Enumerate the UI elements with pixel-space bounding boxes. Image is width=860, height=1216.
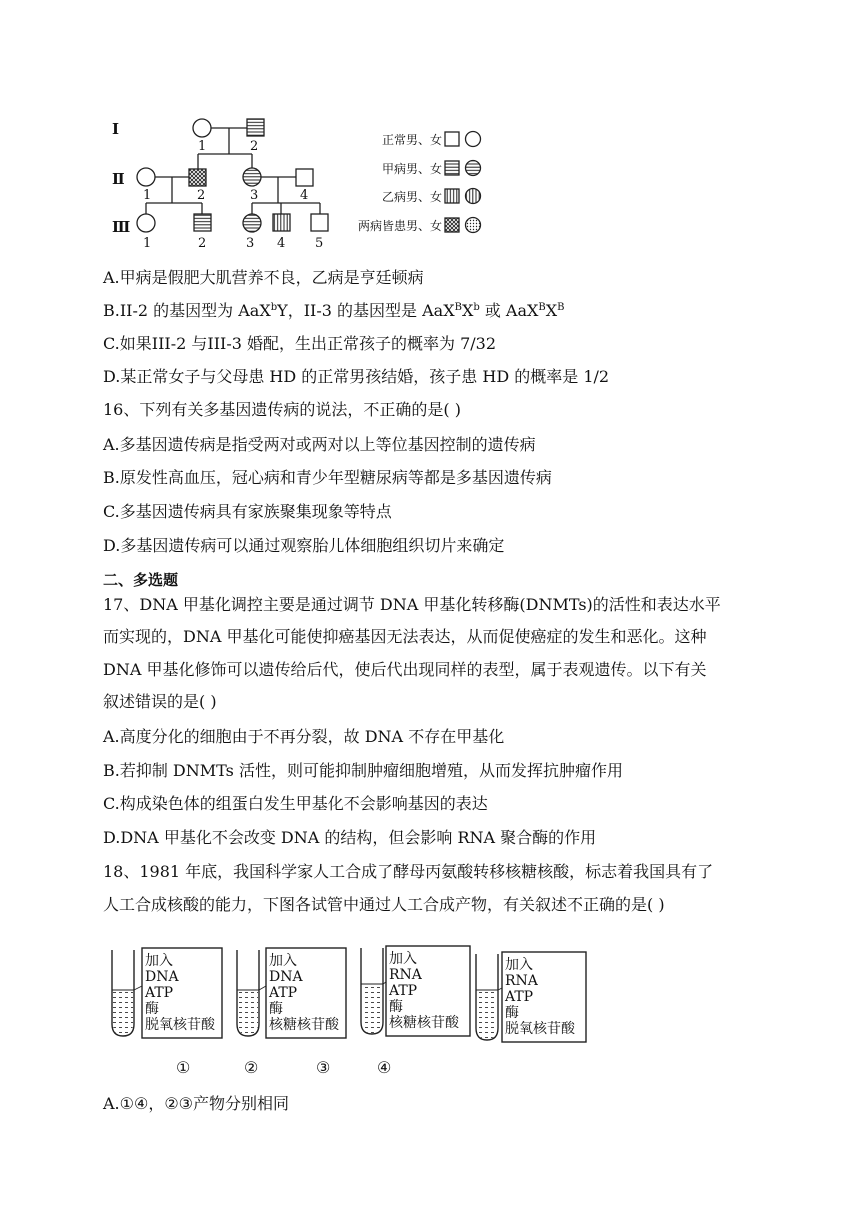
tube-2-line-3: ATP [269, 985, 298, 1001]
tube-3-line-2: RNA [389, 967, 422, 983]
tube-4-line-5: 脱氧核苷酸 [505, 1021, 575, 1037]
gen2-number-2: 2 [197, 188, 206, 203]
q17-option-a: A.高度分化的细胞由于不再分裂，故 DNA 不存在甲基化 [103, 727, 505, 746]
tube-label-3: ③ [316, 1058, 331, 1077]
gen3-number-2: 2 [198, 236, 207, 251]
gen2-female-normal [137, 168, 155, 186]
gen2-number-4: 4 [300, 188, 309, 203]
legend-disease-b-male-icon [445, 189, 459, 203]
tube-2-line-1: 加入 [269, 953, 297, 969]
tube-2-line-4: 酶 [269, 1001, 283, 1017]
tube-4-line-4: 酶 [505, 1005, 519, 1021]
generation-label-1: Ⅰ [112, 120, 120, 138]
q16-option-a: A.多基因遗传病是指受两对或两对以上等位基因控制的遗传病 [103, 435, 536, 454]
q18-stem-line-1: 18、1981 年底，我国科学家人工合成了酵母丙氨酸转移核糖核酸，标志着我国具有了 [103, 862, 714, 881]
legend-both-male-icon [445, 218, 459, 232]
gen3-number-1: 1 [143, 236, 152, 251]
q17-option-b: B.若抑制 DNMTs 活性，则可能抑制肿瘤细胞增殖，从而发挥抗肿瘤作用 [103, 761, 623, 780]
gen1-female-normal [193, 119, 211, 137]
q17-stem-line-2: 而实现的，DNA 甲基化可能使抑癌基因无法表达，从而促使癌症的发生和恶化。这种 [103, 627, 707, 646]
q15-option-a: A.甲病是假肥大肌营养不良，乙病是亨廷顿病 [103, 268, 424, 287]
legend-normal-female-icon [466, 132, 481, 147]
legend-disease-a-female-icon [466, 161, 481, 176]
legend-normal-male-icon [445, 132, 459, 146]
tube-1-line-1: 加入 [145, 953, 173, 969]
tube-1-line-5: 脱氧核苷酸 [145, 1017, 215, 1033]
gen3-female-disease-a [243, 214, 261, 232]
tube-1-line-3: ATP [145, 985, 174, 1001]
q16-option-b: B.原发性高血压，冠心病和青少年型糖尿病等都是多基因遗传病 [103, 468, 552, 487]
tube-3-line-1: 加入 [389, 951, 417, 967]
legend-normal-label: 正常男、女 [381, 133, 442, 147]
gen3-male-disease-b [273, 214, 290, 231]
generation-label-3: Ⅲ [112, 218, 131, 236]
generation-label-2: Ⅱ [112, 170, 125, 188]
tube-2-line-5: 核糖核苷酸 [269, 1017, 339, 1033]
tube-3-line-4: 酶 [389, 999, 403, 1015]
q17-stem-line-4: 叙述错误的是( ) [103, 692, 217, 711]
q17-stem-line-1: 17、DNA 甲基化调控主要是通过调节 DNA 甲基化转移酶(DNMTs)的活性和表达水平 [103, 595, 721, 614]
tube-4-line-1: 加入 [505, 957, 533, 973]
gen3-number-5: 5 [315, 236, 324, 251]
legend-disease-b-label: 乙病男、女 [381, 190, 442, 204]
pedigree-diagram [100, 108, 500, 258]
q18-stem-line-2: 人工合成核酸的能力，下图各试管中通过人工合成产物，有关叙述不正确的是( ) [103, 895, 665, 914]
gen3-number-4: 4 [277, 236, 286, 251]
q15-option-d: D.某正常女子与父母患 HD 的正常男孩结婚，孩子患 HD 的概率是 1/2 [103, 367, 610, 386]
q18-option-a: A.①④，②③产物分别相同 [103, 1094, 290, 1113]
legend-disease-b-female-icon [466, 189, 481, 204]
gen2-number-3: 3 [250, 188, 259, 203]
tube-1-line-4: 酶 [145, 1001, 159, 1017]
gen2-female-disease-a [243, 168, 261, 186]
q17-option-d: D.DNA 甲基化不会改变 DNA 的结构，但会影响 RNA 聚合酶的作用 [103, 828, 597, 847]
test-tubes-figure [100, 940, 600, 1080]
q16-stem: 16、下列有关多基因遗传病的说法，不正确的是( ) [103, 400, 461, 419]
gen2-number-1: 1 [143, 188, 152, 203]
tube-label-1: ① [176, 1058, 191, 1077]
gen3-number-3: 3 [246, 236, 255, 251]
tube-1-line-2: DNA [145, 969, 179, 985]
gen3-female-normal [137, 214, 155, 232]
q16-option-c: C.多基因遗传病具有家族聚集现象等特点 [103, 502, 392, 521]
tube-3-line-5: 核糖核苷酸 [389, 1015, 459, 1031]
gen1-number-1: 1 [198, 139, 207, 154]
tube-3-line-3: ATP [389, 983, 418, 999]
q15-option-c: C.如果III-2 与III-3 婚配，生出正常孩子的概率为 7/32 [103, 334, 497, 353]
q17-option-c: C.构成染色体的组蛋白发生甲基化不会影响基因的表达 [103, 794, 488, 813]
tube-label-2: ② [244, 1058, 259, 1077]
gen3-male-disease-a [194, 214, 211, 231]
q17-stem-line-3: DNA 甲基化修饰可以遗传给后代，使后代出现同样的表型，属于表观遗传。以下有关 [103, 660, 707, 679]
legend-disease-a-label: 甲病男、女 [381, 162, 442, 176]
gen2-male-both [189, 169, 206, 186]
legend-both-label: 两病皆患男、女 [357, 219, 442, 233]
gen1-male-disease-a [247, 119, 264, 136]
gen2-male-normal [296, 169, 313, 186]
gen1-number-2: 2 [250, 139, 259, 154]
q15-option-b: B.II-2 的基因型为 AaX$^b$Y，II-3 的基因型是 $AaX^BX^b$ 或 $AaX^BX^B$ [103, 301, 565, 320]
legend-both-female-icon [466, 218, 481, 233]
section-heading-multiple-choice: 二、多选题 [103, 571, 179, 589]
tube-label-4: ④ [377, 1058, 392, 1077]
tube-2-line-2: DNA [269, 969, 303, 985]
tube-4-line-3: ATP [505, 989, 534, 1005]
tube-4-line-2: RNA [505, 973, 538, 989]
q16-option-d: D.多基因遗传病可以通过观察胎儿体细胞组织切片来确定 [103, 536, 505, 555]
legend-disease-a-male-icon [445, 161, 459, 175]
gen3-male-normal [311, 214, 328, 231]
